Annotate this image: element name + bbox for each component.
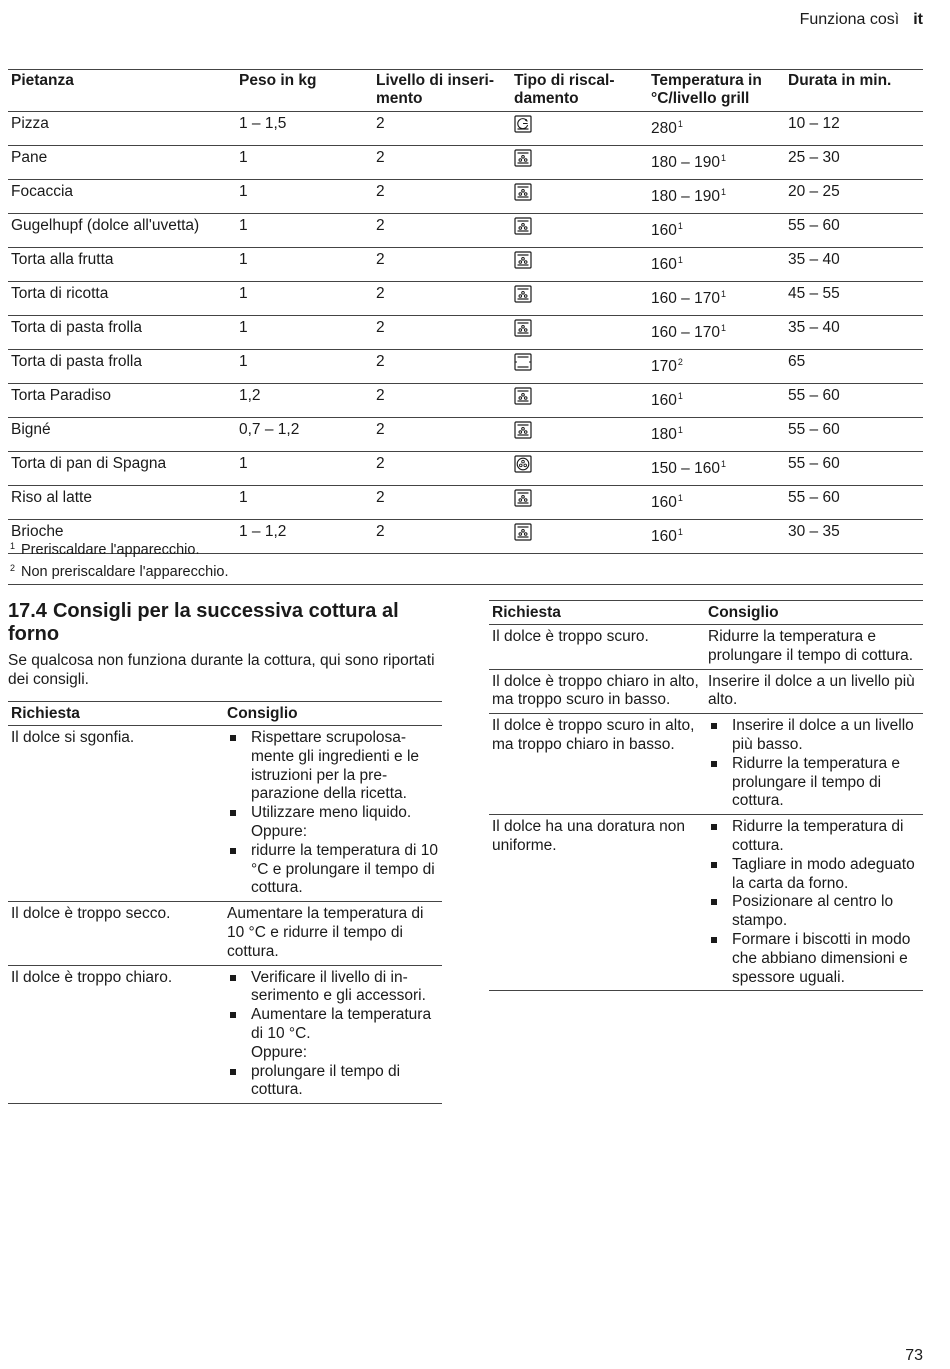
language-code: it bbox=[913, 11, 923, 28]
duration-cell: 55 – 60 bbox=[785, 384, 923, 418]
list-item bbox=[227, 823, 439, 842]
tips-table-left bbox=[8, 701, 442, 1104]
table-row bbox=[8, 726, 442, 902]
table-row bbox=[8, 180, 923, 214]
advice-list bbox=[227, 969, 439, 1101]
temperature-value: 170 bbox=[651, 358, 677, 375]
tips-header bbox=[8, 702, 442, 726]
hot-air-icon bbox=[514, 421, 532, 439]
level-cell: 2 bbox=[373, 384, 511, 418]
footnote-mark: 2 bbox=[10, 563, 16, 573]
list-item bbox=[708, 717, 920, 755]
pizza-icon bbox=[514, 115, 532, 133]
duration-cell: 10 – 12 bbox=[785, 112, 923, 146]
problem-cell: Il dolce è troppo secco. bbox=[8, 902, 224, 965]
list-item bbox=[708, 856, 920, 894]
col-header-weight: Peso in kg bbox=[236, 70, 373, 112]
advice-text: Ridurre la temperatura di cottura. bbox=[732, 818, 904, 854]
temperature-cell bbox=[648, 146, 785, 180]
table-row bbox=[8, 112, 923, 146]
level-cell: 2 bbox=[373, 214, 511, 248]
advice-text: Utilizzare meno liquido. bbox=[251, 804, 412, 822]
heating-cell bbox=[511, 486, 648, 520]
bullet-square-icon bbox=[711, 937, 717, 943]
dish-cell: Torta di pasta frolla bbox=[8, 350, 236, 384]
footnote-ref: 1 bbox=[720, 187, 726, 197]
list-item bbox=[708, 931, 920, 987]
advice-text: Oppure: bbox=[251, 1043, 308, 1061]
dish-cell: Bigné bbox=[8, 418, 236, 452]
advice-list bbox=[708, 717, 920, 811]
level-cell: 2 bbox=[373, 282, 511, 316]
table-row bbox=[8, 965, 442, 1104]
level-cell: 2 bbox=[373, 316, 511, 350]
temperature-cell bbox=[648, 384, 785, 418]
bullet-square-icon bbox=[711, 761, 717, 767]
problem-cell: Il dolce ha una doratura non uniforme. bbox=[489, 815, 705, 991]
hot-air-icon bbox=[514, 251, 532, 269]
col-header-heating: Tipo di riscal-damento bbox=[511, 70, 648, 112]
footnote-ref: 1 bbox=[720, 323, 726, 333]
advice-cell: Inserire il dolce a un livello più alto. bbox=[705, 669, 923, 714]
advice-cell bbox=[224, 965, 442, 1104]
footnote-text: Preriscaldare l'apparecchio. bbox=[21, 542, 200, 558]
weight-cell: 1 bbox=[236, 146, 373, 180]
advice-text: Tagliare in modo adeguato la carta da forno. bbox=[732, 855, 915, 892]
problem-cell: Il dolce è troppo scuro. bbox=[489, 625, 705, 670]
advice-text: Rispettare scrupolosamente gli ingredienti e le istruzioni per la preparazione della ricetta. bbox=[251, 729, 420, 803]
bullet-square-icon bbox=[711, 862, 717, 868]
weight-cell: 1 bbox=[236, 486, 373, 520]
advice-list bbox=[227, 729, 439, 898]
heating-cell bbox=[511, 316, 648, 350]
table-row bbox=[8, 486, 923, 520]
duration-cell: 25 – 30 bbox=[785, 146, 923, 180]
heating-cell bbox=[511, 112, 648, 146]
footnote-ref: 1 bbox=[677, 527, 683, 537]
table-row bbox=[8, 418, 923, 452]
temperature-value: 180 – 190 bbox=[651, 188, 720, 205]
weight-cell: 1 bbox=[236, 350, 373, 384]
advice-text: Formare i biscotti in modo che abbiano dimensioni e spessore uguali. bbox=[732, 930, 911, 986]
bullet-square-icon bbox=[711, 824, 717, 830]
level-cell: 2 bbox=[373, 486, 511, 520]
section-label: Funziona così bbox=[799, 11, 900, 28]
temperature-cell bbox=[648, 214, 785, 248]
temperature-value: 280 bbox=[651, 120, 677, 137]
advice-text: prolungare il tempo di cottura. bbox=[251, 1062, 401, 1099]
dish-cell: Torta di ricotta bbox=[8, 282, 236, 316]
table-row bbox=[8, 350, 923, 384]
cooking-table-header bbox=[8, 70, 923, 112]
weight-cell: 1 bbox=[236, 282, 373, 316]
table-row bbox=[489, 669, 923, 714]
list-item bbox=[227, 1063, 439, 1101]
fan-icon bbox=[514, 455, 532, 473]
level-cell: 2 bbox=[373, 418, 511, 452]
dish-cell: Focaccia bbox=[8, 180, 236, 214]
weight-cell: 1 bbox=[236, 248, 373, 282]
heating-cell bbox=[511, 180, 648, 214]
advice-cell bbox=[705, 714, 923, 815]
temperature-value: 150 – 160 bbox=[651, 460, 720, 477]
heating-cell bbox=[511, 418, 648, 452]
cooking-table-body bbox=[8, 112, 923, 554]
heating-cell bbox=[511, 452, 648, 486]
advice-cell bbox=[705, 815, 923, 991]
tips-header bbox=[489, 601, 923, 625]
cooking-table bbox=[8, 69, 923, 554]
section-heading bbox=[8, 600, 438, 646]
list-item bbox=[708, 893, 920, 931]
footnote-ref: 1 bbox=[677, 255, 683, 265]
hot-air-icon bbox=[514, 217, 532, 235]
problem-cell: Il dolce si sgonfia. bbox=[8, 726, 224, 902]
duration-cell: 45 – 55 bbox=[785, 282, 923, 316]
page-header bbox=[800, 11, 923, 29]
level-cell: 2 bbox=[373, 350, 511, 384]
advice-text: ridurre la temperatura di 10 °C e prolungare il tempo di cottura. bbox=[251, 841, 438, 897]
bullet-square-icon bbox=[230, 848, 236, 854]
table-row bbox=[8, 902, 442, 965]
bullet-square-icon bbox=[230, 1069, 236, 1075]
duration-cell: 55 – 60 bbox=[785, 486, 923, 520]
footnotes bbox=[8, 537, 923, 585]
footnote-ref: 1 bbox=[677, 425, 683, 435]
footnote-ref: 1 bbox=[720, 289, 726, 299]
duration-cell: 65 bbox=[785, 350, 923, 384]
temperature-value: 160 bbox=[651, 494, 677, 511]
advice-text: Aumentare la temperatura di 10 °C. bbox=[251, 1006, 432, 1042]
table-row bbox=[8, 146, 923, 180]
dish-cell: Torta di pan di Spagna bbox=[8, 452, 236, 486]
table-row bbox=[8, 282, 923, 316]
duration-cell: 30 – 35 bbox=[785, 520, 923, 554]
list-item bbox=[708, 755, 920, 811]
col-header-request: Richiesta bbox=[489, 601, 705, 625]
list-item bbox=[227, 729, 439, 804]
temperature-value: 160 bbox=[651, 528, 677, 545]
col-header-temperature: Temperatura in °C/livello grill bbox=[648, 70, 785, 112]
temperature-value: 180 – 190 bbox=[651, 154, 720, 171]
bullet-square-icon bbox=[711, 723, 717, 729]
level-cell: 2 bbox=[373, 146, 511, 180]
weight-cell: 1 bbox=[236, 214, 373, 248]
temperature-cell bbox=[648, 316, 785, 350]
temperature-cell bbox=[648, 452, 785, 486]
advice-text: Oppure: bbox=[251, 822, 308, 840]
section-number: 17.4 bbox=[8, 600, 47, 622]
weight-cell: 0,7 – 1,2 bbox=[236, 418, 373, 452]
bullet-square-icon bbox=[230, 1012, 236, 1018]
col-header-advice: Consiglio bbox=[705, 601, 923, 625]
tips-table-right bbox=[489, 600, 923, 991]
hot-air-icon bbox=[514, 319, 532, 337]
list-item bbox=[227, 804, 439, 823]
level-cell: 2 bbox=[373, 112, 511, 146]
dish-cell: Torta di pasta frolla bbox=[8, 316, 236, 350]
temperature-value: 160 – 170 bbox=[651, 324, 720, 341]
list-item bbox=[227, 1006, 439, 1044]
weight-cell: 1 – 1,2 bbox=[236, 520, 373, 554]
section-title: Consigli per la successiva cottura al forno bbox=[8, 600, 399, 645]
dish-cell: Torta Paradiso bbox=[8, 384, 236, 418]
weight-cell: 1 bbox=[236, 452, 373, 486]
col-header-dish: Pietanza bbox=[8, 70, 236, 112]
temperature-cell bbox=[648, 486, 785, 520]
duration-cell: 20 – 25 bbox=[785, 180, 923, 214]
weight-cell: 1 bbox=[236, 316, 373, 350]
table-row bbox=[489, 625, 923, 670]
temperature-cell bbox=[648, 350, 785, 384]
temperature-cell bbox=[648, 418, 785, 452]
temperature-cell bbox=[648, 180, 785, 214]
weight-cell: 1,2 bbox=[236, 384, 373, 418]
tips-body-right bbox=[489, 625, 923, 991]
section-intro: Se qualcosa non funziona durante la cottura, qui sono riportati dei consigli. bbox=[8, 652, 435, 688]
footnote-ref: 1 bbox=[720, 153, 726, 163]
footnote-ref: 1 bbox=[677, 221, 683, 231]
advice-text: Inserire il dolce a un livello più basso. bbox=[732, 717, 914, 753]
table-row bbox=[489, 714, 923, 815]
bullet-square-icon bbox=[230, 735, 236, 741]
hot-air-icon bbox=[514, 285, 532, 303]
problem-cell: Il dolce è troppo chiaro in alto, ma troppo scuro in basso. bbox=[489, 669, 705, 714]
duration-cell: 55 – 60 bbox=[785, 214, 923, 248]
col-header-advice: Consiglio bbox=[224, 702, 442, 726]
list-item bbox=[708, 818, 920, 856]
table-row bbox=[8, 316, 923, 350]
advice-cell bbox=[224, 726, 442, 902]
advice-cell: Aumentare la temperatura di 10 °C e ridurre il tempo di cottura. bbox=[224, 902, 442, 965]
weight-cell: 1 bbox=[236, 180, 373, 214]
dish-cell: Riso al latte bbox=[8, 486, 236, 520]
heating-cell bbox=[511, 384, 648, 418]
problem-cell: Il dolce è troppo scuro in alto, ma troppo chiaro in basso. bbox=[489, 714, 705, 815]
level-cell: 2 bbox=[373, 452, 511, 486]
table-row bbox=[489, 815, 923, 991]
hot-air-icon bbox=[514, 149, 532, 167]
level-cell: 2 bbox=[373, 180, 511, 214]
heating-cell bbox=[511, 214, 648, 248]
footnote-mark: 1 bbox=[10, 541, 16, 551]
dish-cell: Gugelhupf (dolce all'uvetta) bbox=[8, 214, 236, 248]
bullet-square-icon bbox=[711, 899, 717, 905]
list-item bbox=[227, 1044, 439, 1063]
list-item bbox=[227, 969, 439, 1007]
advice-text: Verificare il livello di inserimento e gli accessori. bbox=[251, 968, 426, 1005]
advice-text: Posizionare al centro lo stampo. bbox=[732, 893, 894, 930]
page-number: 73 bbox=[905, 1347, 923, 1364]
table-row bbox=[8, 452, 923, 486]
heating-cell bbox=[511, 146, 648, 180]
hot-air-icon bbox=[514, 489, 532, 507]
temperature-cell bbox=[648, 248, 785, 282]
col-header-duration: Durata in min. bbox=[785, 70, 923, 112]
bullet-square-icon bbox=[230, 975, 236, 981]
level-cell: 2 bbox=[373, 248, 511, 282]
temperature-value: 160 bbox=[651, 256, 677, 273]
table-row bbox=[8, 248, 923, 282]
temperature-cell bbox=[648, 282, 785, 316]
dish-cell: Brioche bbox=[8, 520, 236, 554]
advice-cell: Ridurre la temperatura e prolungare il tempo di cottura. bbox=[705, 625, 923, 670]
footnote bbox=[8, 559, 923, 581]
footnote-ref: 2 bbox=[677, 357, 683, 367]
table-row bbox=[8, 214, 923, 248]
advice-list bbox=[708, 818, 920, 987]
tips-body-left bbox=[8, 726, 442, 1104]
problem-cell: Il dolce è troppo chiaro. bbox=[8, 965, 224, 1104]
bullet-square-icon bbox=[230, 810, 236, 816]
temperature-value: 180 bbox=[651, 426, 677, 443]
footnote bbox=[8, 537, 923, 559]
hot-air-icon bbox=[514, 387, 532, 405]
footnote-ref: 1 bbox=[677, 391, 683, 401]
temperature-value: 160 – 170 bbox=[651, 290, 720, 307]
heating-cell bbox=[511, 248, 648, 282]
heating-cell bbox=[511, 350, 648, 384]
duration-cell: 35 – 40 bbox=[785, 248, 923, 282]
footnote-text: Non preriscaldare l'apparecchio. bbox=[21, 564, 229, 580]
dish-cell: Pane bbox=[8, 146, 236, 180]
temperature-value: 160 bbox=[651, 222, 677, 239]
duration-cell: 35 – 40 bbox=[785, 316, 923, 350]
top-bottom-heat-icon bbox=[514, 353, 532, 371]
duration-cell: 55 – 60 bbox=[785, 418, 923, 452]
footnote-ref: 1 bbox=[677, 493, 683, 503]
table-row bbox=[8, 384, 923, 418]
duration-cell: 55 – 60 bbox=[785, 452, 923, 486]
advice-text: Ridurre la temperatura e prolungare il tempo di cottura. bbox=[732, 754, 900, 810]
col-header-level: Livello di inseri-mento bbox=[373, 70, 511, 112]
footnote-ref: 1 bbox=[677, 119, 683, 129]
footnote-ref: 1 bbox=[720, 459, 726, 469]
heating-cell bbox=[511, 282, 648, 316]
level-cell: 2 bbox=[373, 520, 511, 554]
dish-cell: Pizza bbox=[8, 112, 236, 146]
temperature-value: 160 bbox=[651, 392, 677, 409]
dish-cell: Torta alla frutta bbox=[8, 248, 236, 282]
list-item bbox=[227, 842, 439, 898]
temperature-cell bbox=[648, 112, 785, 146]
hot-air-icon bbox=[514, 183, 532, 201]
col-header-request: Richiesta bbox=[8, 702, 224, 726]
weight-cell: 1 – 1,5 bbox=[236, 112, 373, 146]
